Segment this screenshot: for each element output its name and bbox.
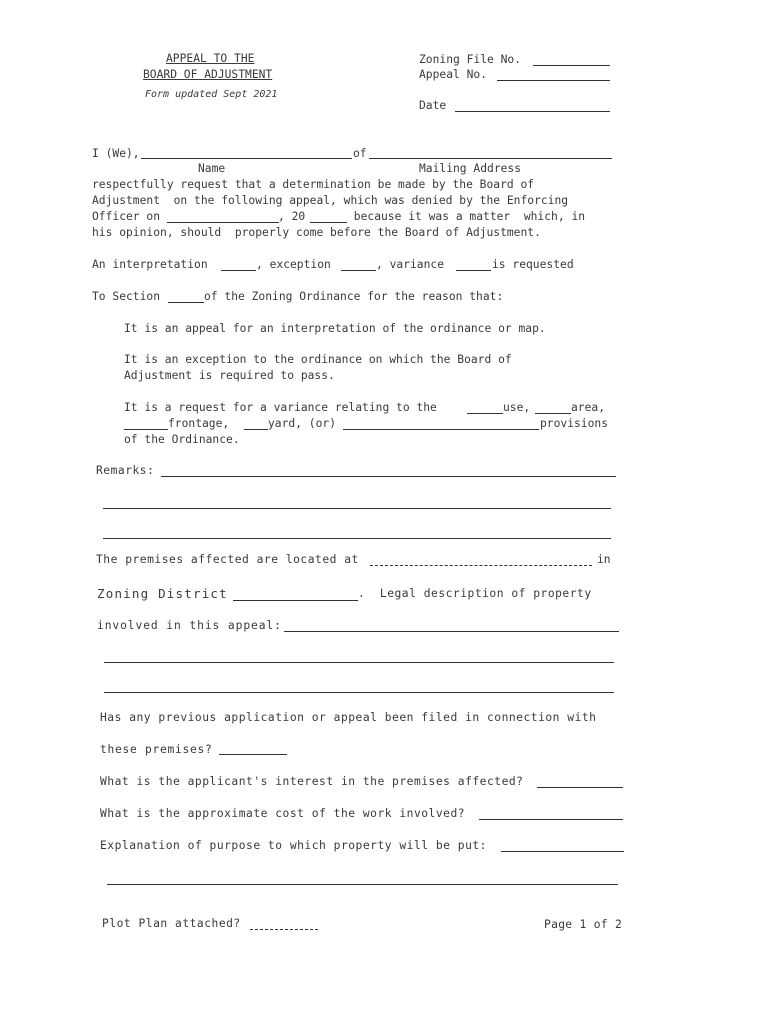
- yard-label: yard, (or): [268, 417, 337, 430]
- remarks-label: Remarks:: [96, 464, 155, 477]
- frontage-field[interactable]: [124, 429, 168, 430]
- to-section-label: To Section: [92, 290, 161, 303]
- other-provision-field[interactable]: [343, 429, 539, 430]
- reason-interpretation: It is an appeal for an interpretation of the ordinance or map.: [124, 322, 546, 335]
- variance-label: , variance: [376, 258, 451, 271]
- work-cost-question: What is the approximate cost of the work involved?: [100, 807, 466, 820]
- officer-on-label: Officer on: [92, 210, 161, 223]
- page-number: Page 1 of 2: [544, 918, 623, 931]
- form-title-line1: APPEAL TO THE: [166, 52, 255, 65]
- plot-plan-field[interactable]: [250, 929, 318, 930]
- remarks-field[interactable]: [161, 476, 616, 477]
- previous-application-question: these premises?: [100, 743, 213, 756]
- remarks-field[interactable]: [103, 508, 611, 509]
- property-purpose-field[interactable]: [501, 851, 624, 852]
- area-field[interactable]: [535, 413, 571, 414]
- officer-date-field[interactable]: [167, 222, 279, 223]
- yard-field[interactable]: [244, 429, 268, 430]
- appeal-no-label: Appeal No.: [419, 68, 488, 81]
- reason-variance: It is a request for a variance relating to the: [124, 401, 437, 414]
- body-text: his opinion, should properly come before the Board of Adjustment.: [92, 226, 541, 239]
- property-purpose-question: Explanation of purpose to which property will be put:: [100, 839, 487, 852]
- previous-application-field[interactable]: [219, 754, 287, 755]
- body-text: Adjustment on the following appeal, which was denied by the Enforcing: [92, 194, 569, 207]
- mailing-address-caption: Mailing Address: [419, 162, 522, 175]
- use-label: use,: [503, 401, 531, 414]
- use-field[interactable]: [467, 413, 503, 414]
- remarks-field[interactable]: [103, 538, 611, 539]
- reason-exception: Adjustment is required to pass.: [124, 369, 335, 382]
- form-title-line2: BOARD OF ADJUSTMENT: [143, 68, 273, 81]
- interpretation-field[interactable]: [221, 270, 256, 271]
- zoning-file-field[interactable]: [533, 65, 610, 66]
- zoning-district-label: Zoning District: [97, 586, 228, 601]
- body-text: because it was a matter which, in: [347, 210, 586, 223]
- year-prefix: , 20: [278, 210, 306, 223]
- exception-label: , exception: [256, 258, 331, 271]
- previous-application-question: Has any previous application or appeal been filed in connection with: [100, 711, 597, 724]
- applicant-interest-question: What is the applicant's interest in the premises affected?: [100, 775, 524, 788]
- frontage-label: frontage,: [168, 417, 237, 430]
- reason-variance: of the Ordinance.: [124, 433, 240, 446]
- i-we-label: I (We),: [92, 147, 140, 160]
- appeal-no-field[interactable]: [497, 80, 610, 81]
- involved-label: involved in this appeal:: [97, 619, 282, 632]
- body-text: respectfully request that a determination be made by the Board of: [92, 178, 535, 191]
- exception-field[interactable]: [341, 270, 376, 271]
- premises-location-field[interactable]: [370, 565, 592, 566]
- reason-exception: It is an exception to the ordinance on which the Board of: [124, 353, 512, 366]
- legal-description-field[interactable]: [284, 631, 619, 632]
- name-caption: Name: [198, 162, 226, 175]
- mailing-address-field[interactable]: [369, 158, 612, 159]
- interpretation-label: An interpretation: [92, 258, 208, 271]
- variance-field[interactable]: [456, 270, 491, 271]
- applicant-interest-field[interactable]: [537, 787, 623, 788]
- date-label: Date: [419, 99, 447, 112]
- area-label: area,: [571, 401, 606, 414]
- form-updated-note: Form updated Sept 2021: [145, 89, 278, 100]
- year-field[interactable]: [310, 222, 347, 223]
- section-field[interactable]: [168, 302, 204, 303]
- is-requested-label: is requested: [492, 258, 574, 271]
- zoning-file-label: Zoning File No.: [419, 53, 522, 66]
- zoning-district-field[interactable]: [233, 600, 358, 601]
- name-field[interactable]: [141, 158, 352, 159]
- plot-plan-label: Plot Plan attached?: [102, 917, 241, 930]
- provisions-label: provisions: [540, 417, 609, 430]
- of-label: of: [353, 147, 367, 160]
- legal-description-label: . Legal description of property: [358, 587, 592, 600]
- premises-located-label: The premises affected are located at: [96, 553, 359, 566]
- work-cost-field[interactable]: [479, 819, 623, 820]
- legal-description-field[interactable]: [104, 692, 614, 693]
- date-field[interactable]: [455, 111, 610, 112]
- ordinance-text: of the Zoning Ordinance for the reason that:: [204, 290, 504, 303]
- in-label: in: [597, 553, 611, 566]
- legal-description-field[interactable]: [104, 662, 614, 663]
- property-purpose-field[interactable]: [107, 884, 618, 885]
